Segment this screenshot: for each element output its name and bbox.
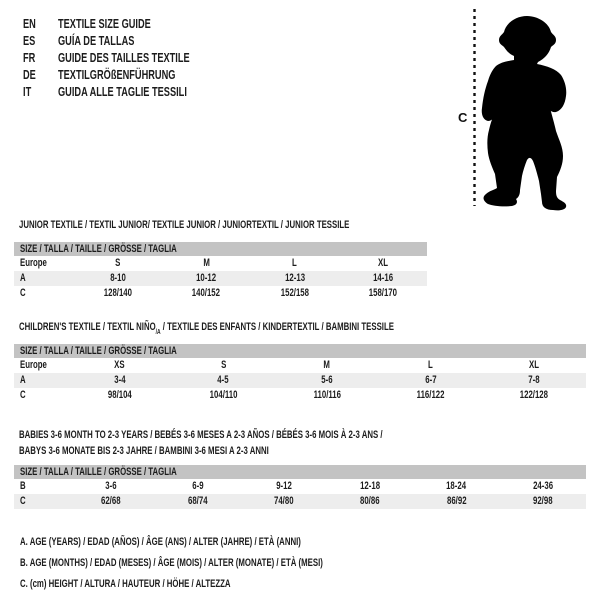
table-header: SIZE / TALLA / TAILLE / GRÖSSE / TAGLIA [14,465,586,479]
baby-silhouette [482,16,567,210]
language-label: GUIDA ALLE TAGLIE TESSILI [58,84,187,99]
language-code: IT [23,84,32,99]
table-title: CHILDREN'S TEXTILE / TEXTIL $NIÑO_{/A}$ / TEXTILE DES ENFANTS / KINDERTEXTIL / BAMBINI TESSILE [19,321,394,337]
table-row-label: A [20,272,26,284]
table-cell: 80/86 [360,495,380,507]
table-row [14,494,586,509]
measurement-legend [20,532,447,595]
table-cell: 14-16 [372,272,393,284]
table-cell: XL [377,257,388,269]
table-title: BABIES 3-6 MONTH TO 2-3 YEARS / BEBÉS 3-6 MESES A 2-3 AÑOS / BÉBÉS 3-6 MOIS À 2-3 ANS / [19,429,383,441]
table-cell: 68/74 [187,495,208,507]
language-label: TEXTILGRÖßENFÜHRUNG [58,67,176,82]
table-cell: 158/170 [368,287,397,299]
table-row [14,358,586,373]
language-row [23,32,243,49]
language-code: FR [23,50,36,65]
table-cell: XS [114,359,126,371]
table-row [14,479,586,494]
table-row-label: C [20,389,26,401]
table-row-label: Europe [20,257,47,269]
language-list [23,15,243,100]
table-cell: 116/122 [416,389,445,401]
legend-line: B. AGE (MONTHS) / EDAD (MESES) / ÂGE (MOIS) / ALTER (MONATE) / ETÀ (MESI) [20,557,323,569]
table-cell: 62/68 [101,495,121,507]
table-cell: 8-10 [110,272,126,284]
table-cell: L [292,257,298,269]
legend-line: C. (cm) HEIGHT / ALTURA / HAUTEUR / HÖHE / ALTEZZA [20,578,231,590]
legend-line: A. AGE (YEARS) / EDAD (AÑOS) / ÂGE (ANS) / ALTER (JAHRE) / ETÀ (ANNI) [20,536,301,548]
language-label: GUÍA DE TALLAS [58,33,135,48]
table-cell: S [220,359,226,371]
table-cell: 122/128 [520,389,549,401]
table-title: JUNIOR TEXTILE / TEXTIL JUNIOR/ TEXTILE JUNIOR / JUNIORTEXTIL / JUNIOR TESSILE [19,219,350,231]
table-row [14,256,427,271]
table-cell: 24-36 [532,480,553,492]
table-cell: 152/158 [280,287,309,299]
table-row-label: Europe [20,359,47,371]
table-row [14,286,427,301]
table-cell: 6-7 [424,374,437,386]
table-title: BABYS 3-6 MONATE BIS 2-3 JAHRE / BAMBINI 3-6 MESI A 2-3 ANNI [19,445,269,457]
table-cell: M [203,257,210,269]
language-code: ES [23,33,36,48]
table-header: SIZE / TALLA / TAILLE / GRÖSSE / TAGLIA [14,344,586,358]
table-cell: 7-8 [528,374,540,386]
table-row-label: B [20,480,26,492]
table-cell: 3-4 [114,374,126,386]
table-cell: 92/98 [533,495,553,507]
language-row [23,66,243,83]
table-cell: 5-6 [321,374,333,386]
measure-label-c: C [458,110,468,125]
table-row-label: A [20,374,26,386]
table-row [14,388,586,403]
table-cell: 104/110 [209,389,238,401]
table-cell: 18-24 [446,480,467,492]
table-cell: L [428,359,433,371]
language-row [23,83,243,100]
table-cell: 74/80 [274,495,294,507]
language-label: TEXTILE SIZE GUIDE [58,16,151,31]
table-cell: 140/152 [192,287,221,299]
table-cell: M [323,359,331,371]
table-cell: 3-6 [105,480,117,492]
table-cell: 10-12 [196,272,217,284]
table-cell: XL [529,359,540,371]
table-row-label: C [20,495,26,507]
table-cell: 12-13 [284,272,305,284]
table-cell: 98/104 [107,389,132,401]
table-row [14,373,586,388]
table-cell: 110/116 [313,389,341,401]
table-cell: 12-18 [360,480,381,492]
table-cell: 6-9 [191,480,204,492]
table-header: SIZE / TALLA / TAILLE / GRÖSSE / TAGLIA [14,242,427,256]
language-row [23,15,243,32]
table-cell: 9-12 [275,480,292,492]
table-cell: 4-5 [217,374,230,386]
language-code: DE [23,67,36,82]
table-cell: S [115,257,121,269]
babies-table-section [14,427,586,509]
language-code: EN [23,16,36,31]
table-cell: 86/92 [446,495,467,507]
junior-table-section [14,217,427,301]
table-row [14,271,427,286]
baby-figure [450,4,575,217]
language-label: GUIDE DES TAILLES TEXTILE [58,50,190,65]
baby-figure-svg [450,4,575,212]
children-table-section [14,319,586,403]
language-row [23,49,243,66]
table-row-label: C [20,287,26,299]
table-cell: 128/140 [104,287,133,299]
